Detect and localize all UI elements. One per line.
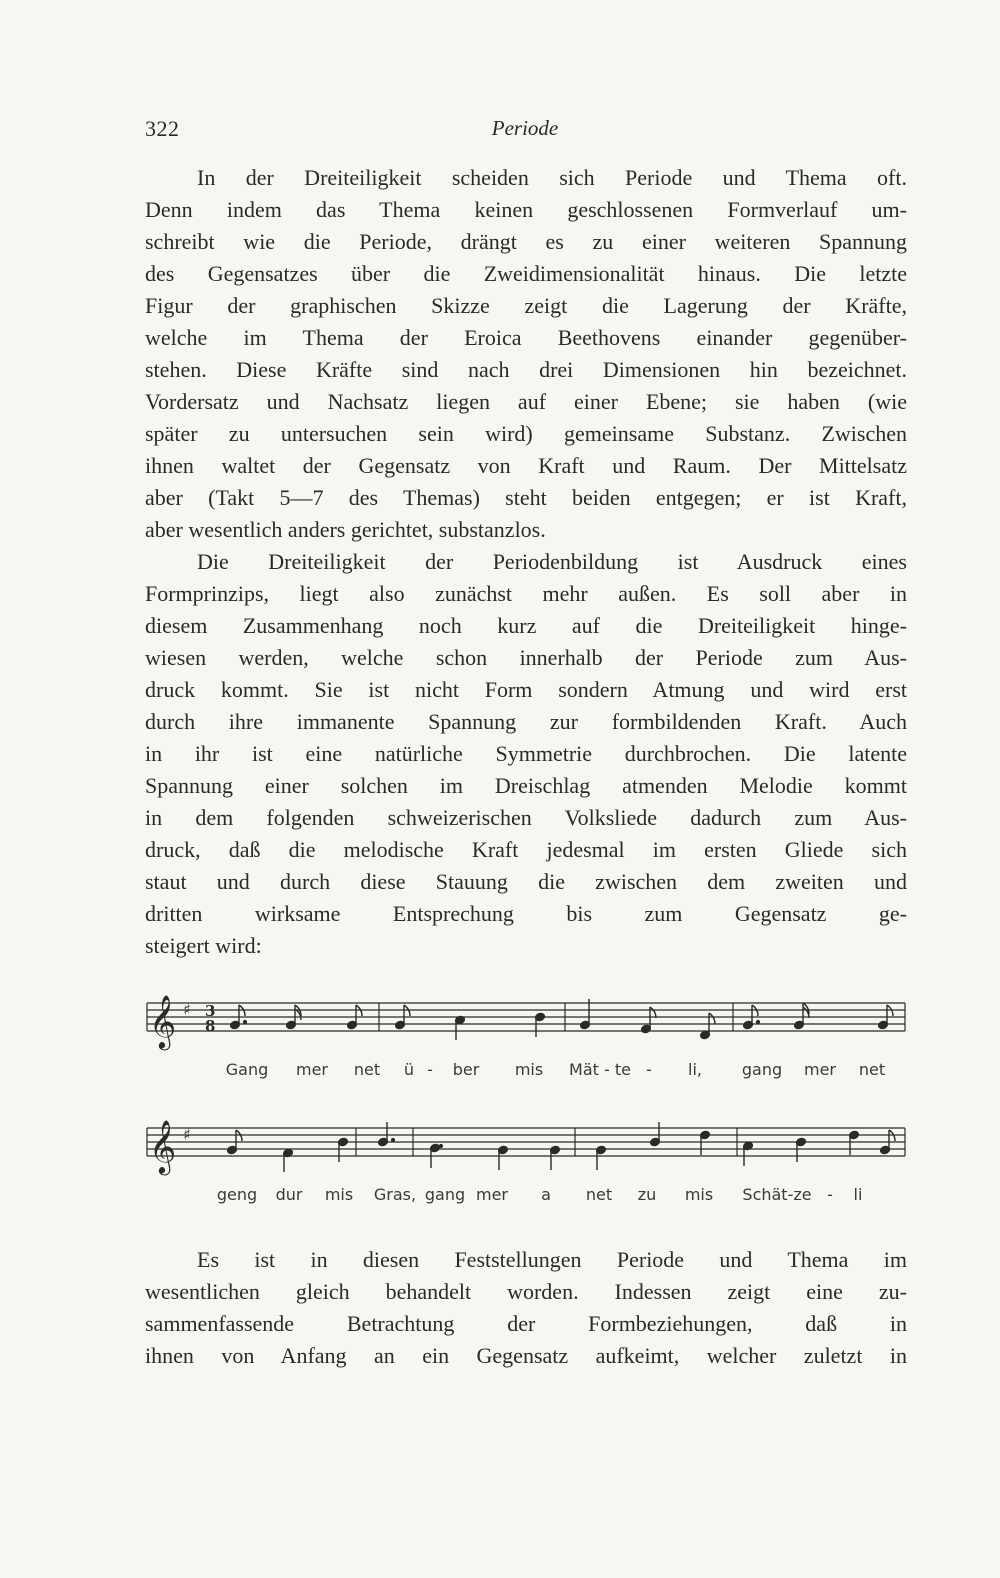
staff-notation-1 — [145, 995, 907, 1055]
text-line: Vordersatz und Nachsatz liegen auf einer Ebene; sie haben (wie — [145, 389, 907, 414]
lyric-syllable: li, — [688, 1060, 702, 1079]
lyric-syllable: geng — [216, 1185, 258, 1204]
lyric-syllable: Gang — [225, 1060, 269, 1079]
text-line: druck, daß die melodische Kraft jedesmal im ersten Gliede sich — [145, 837, 907, 862]
text-line: dritten wirksame Entsprechung bis zum Gegensatz ge- — [145, 901, 907, 926]
text-line: schreibt wie die Periode, drängt es zu einer weiteren Spannung — [145, 229, 907, 254]
lyric-syllable: - — [646, 1060, 652, 1079]
lyric-syllable: gang — [741, 1060, 783, 1079]
text-line: steigert wird: — [145, 933, 262, 958]
lyric-syllable: net — [353, 1060, 381, 1079]
lyric-syllable: Gras, — [373, 1185, 417, 1204]
lyric-syllable: - — [827, 1185, 833, 1204]
lyric-syllable: mis — [684, 1185, 714, 1204]
text-line: Die Dreiteiligkeit der Periodenbildung ist Ausdruck eines — [197, 549, 907, 574]
lyric-syllable: mer — [475, 1185, 509, 1204]
text-line: in ihr ist eine natürliche Symmetrie durchbrochen. Die latente — [145, 741, 907, 766]
treble-clef-icon: 𝄞 — [149, 1120, 177, 1173]
lyric-syllable: zu — [637, 1185, 657, 1204]
text-line: aber (Takt 5—7 des Themas) steht beiden entgegen; er ist Kraft, — [145, 485, 907, 510]
text-line: Spannung einer solchen im Dreischlag atmenden Melodie kommt — [145, 773, 907, 798]
music-system-1 — [145, 995, 907, 1105]
text-line: später zu untersuchen sein wird) gemeinsame Substanz. Zwischen — [145, 421, 907, 446]
text-line: diesem Zusammenhang noch kurz auf die Dreiteiligkeit hinge- — [145, 613, 907, 638]
text-line: druck kommt. Sie ist nicht Form sondern Atmung und wird erst — [145, 677, 907, 702]
treble-clef-icon: 𝄞 — [149, 995, 177, 1048]
text-line: Figur der graphischen Skizze zeigt die Lagerung der Kräfte, — [145, 293, 907, 318]
sharp-icon: ♯ — [183, 1125, 191, 1144]
lyric-syllable: a — [541, 1185, 551, 1204]
lyric-syllable: net — [858, 1060, 886, 1079]
lyric-syllable: ber — [452, 1060, 480, 1079]
lyric-syllable: Mät - te — [569, 1060, 631, 1079]
text-line: wiesen werden, welche schon innerhalb der Periode zum Aus- — [145, 645, 907, 670]
time-signature: 8 — [205, 1017, 216, 1035]
text-line: welche im Thema der Eroica Beethovens einander gegenüber- — [145, 325, 907, 350]
music-system-2 — [145, 1120, 907, 1230]
lyrics-row-2 — [145, 1185, 907, 1209]
text-line: Es ist in diesen Feststellungen Periode und Thema im — [197, 1247, 907, 1272]
lyric-syllable: ü — [403, 1060, 415, 1079]
sharp-icon: ♯ — [183, 1000, 191, 1019]
lyric-syllable: dur — [275, 1185, 303, 1204]
time-signature: 3 — [205, 1002, 216, 1020]
lyric-syllable: mer — [803, 1060, 837, 1079]
lyric-syllable: mer — [295, 1060, 329, 1079]
text-line: ihnen waltet der Gegensatz von Kraft und Raum. Der Mittelsatz — [145, 453, 907, 478]
lyric-syllable: - — [427, 1060, 433, 1079]
paragraph-1 — [145, 162, 907, 546]
text-line: in dem folgenden schweizerischen Volksliede dadurch zum Aus- — [145, 805, 907, 830]
lyric-syllable: net — [585, 1185, 613, 1204]
notes — [227, 1122, 895, 1172]
lyric-syllable: li — [853, 1185, 863, 1204]
text-line: Formprinzips, liegt also zunächst mehr außen. Es soll aber in — [145, 581, 907, 606]
lyric-syllable: gang — [424, 1185, 466, 1204]
text-line: Denn indem das Thema keinen geschlossenen Formverlauf um- — [145, 197, 907, 222]
paragraph-3 — [145, 1244, 907, 1372]
notes — [230, 999, 893, 1040]
text-line: durch ihre immanente Spannung zur formbildenden Kraft. Auch — [145, 709, 907, 734]
text-line: staut und durch diese Stauung die zwischen dem zweiten und — [145, 869, 907, 894]
staff-notation-2 — [145, 1120, 907, 1180]
text-line: aber wesentlich anders gerichtet, substanzlos. — [145, 517, 546, 542]
text-line: ihnen von Anfang an ein Gegensatz aufkeimt, welcher zuletzt in — [145, 1343, 907, 1368]
text-line: stehen. Diese Kräfte sind nach drei Dimensionen hin bezeichnet. — [145, 357, 907, 382]
paragraph-2 — [145, 546, 907, 962]
running-title: Periode — [491, 116, 559, 140]
text-line: sammenfassende Betrachtung der Formbeziehungen, daß in — [145, 1311, 907, 1336]
lyrics-row-1 — [145, 1060, 907, 1084]
text-line: des Gegensatzes über die Zweidimensionalität hinaus. Die letzte — [145, 261, 907, 286]
text-line: wesentlichen gleich behandelt worden. Indessen zeigt eine zu- — [145, 1279, 907, 1304]
page-number: 322 — [145, 116, 180, 141]
text-line: In der Dreiteiligkeit scheiden sich Periode und Thema oft. — [197, 165, 907, 190]
lyric-syllable: mis — [514, 1060, 544, 1079]
lyric-syllable: mis — [324, 1185, 354, 1204]
lyric-syllable: Schät-ze — [742, 1185, 812, 1204]
